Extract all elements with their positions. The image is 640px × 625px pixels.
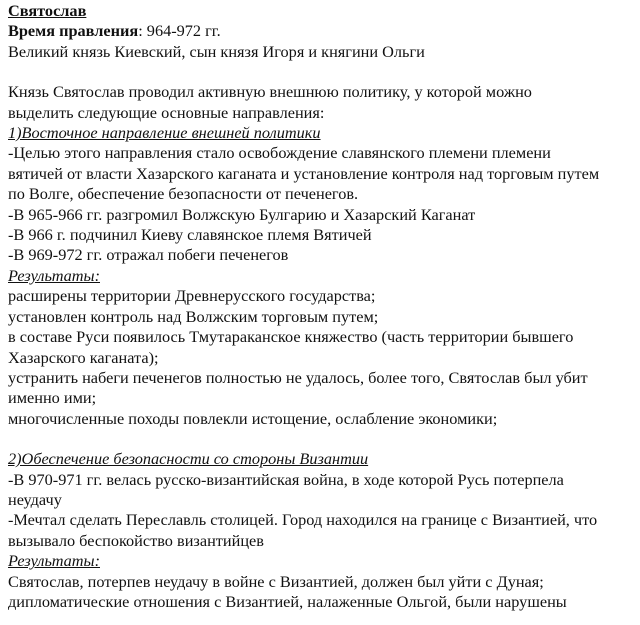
reign-label: Время правления [8,21,139,41]
section2-result: дипломатические отношения с Византией, налаженные Ольгой, были нарушены [8,591,567,611]
section1-line: -В 966 г. подчинил Киеву славянское племя Вятичей [8,225,372,245]
section1-result: установлен контроль над Волжским торговым путем; [8,306,379,326]
document-title: Святослав [8,1,87,20]
section1-result: в составе Руси появилось Тмутараканское княжество (часть территории бывшего [8,327,574,347]
section1-line: -В 965-966 гг. разгромил Волжскую Булгарию и Хазарский Каганат [8,204,476,224]
subtitle: Великий князь Киевский, сын князя Игоря и княгини Ольги [8,41,425,61]
section2-line: вызывало беспокойство византийцев [8,530,264,550]
section1-result: именно ими; [8,388,97,408]
intro-line-2: выделить следующие основные направления: [8,102,325,122]
section1-line: вятичей от власти Хазарского каганата и установление контроля над торговым путем [8,163,600,183]
section1-results-label: Результаты: [8,265,100,285]
section2-result: Святослав, потерпев неудачу в войне с Византией, должен был уйти с Дуная; [8,571,544,591]
section1-result: устранить набеги печенегов полностью не удалось, более того, Святослав был убит [8,367,588,387]
section2-line: -В 970-971 гг. велась русско-византийская война, в ходе которой Русь потерпела [8,469,564,489]
section1-line: -Целью этого направления стало освобождение славянского племени племени [8,143,551,163]
section2-line: неудачу [8,489,62,509]
section2-line: -Мечтал сделать Переславль столицей. Город находился на границе с Византией, что [8,510,598,530]
section1-result: Хазарского каганата); [8,347,159,367]
reign-value: : 964-972 гг. [138,21,221,41]
section1-result: расширены территории Древнерусского государства; [8,286,376,306]
section1-line: -В 969-972 гг. отражал побеги печенегов [8,245,289,265]
section2-heading: 2)Обеспечение безопасности со стороны Византии [8,449,369,469]
intro-line-1: Князь Святослав проводил активную внешнюю политику, у которой можно [8,82,532,102]
spacer [8,62,632,82]
spacer [8,429,632,449]
section1-result: многочисленные походы повлекли истощение, ослабление экономики; [8,408,498,428]
section2-results-label: Результаты: [8,551,100,571]
section1-line: по Волге, обеспечение безопасности от печенегов. [8,184,359,204]
reign-line [8,21,632,41]
section1-heading: 1)Восточное направление внешней политики [8,123,321,143]
